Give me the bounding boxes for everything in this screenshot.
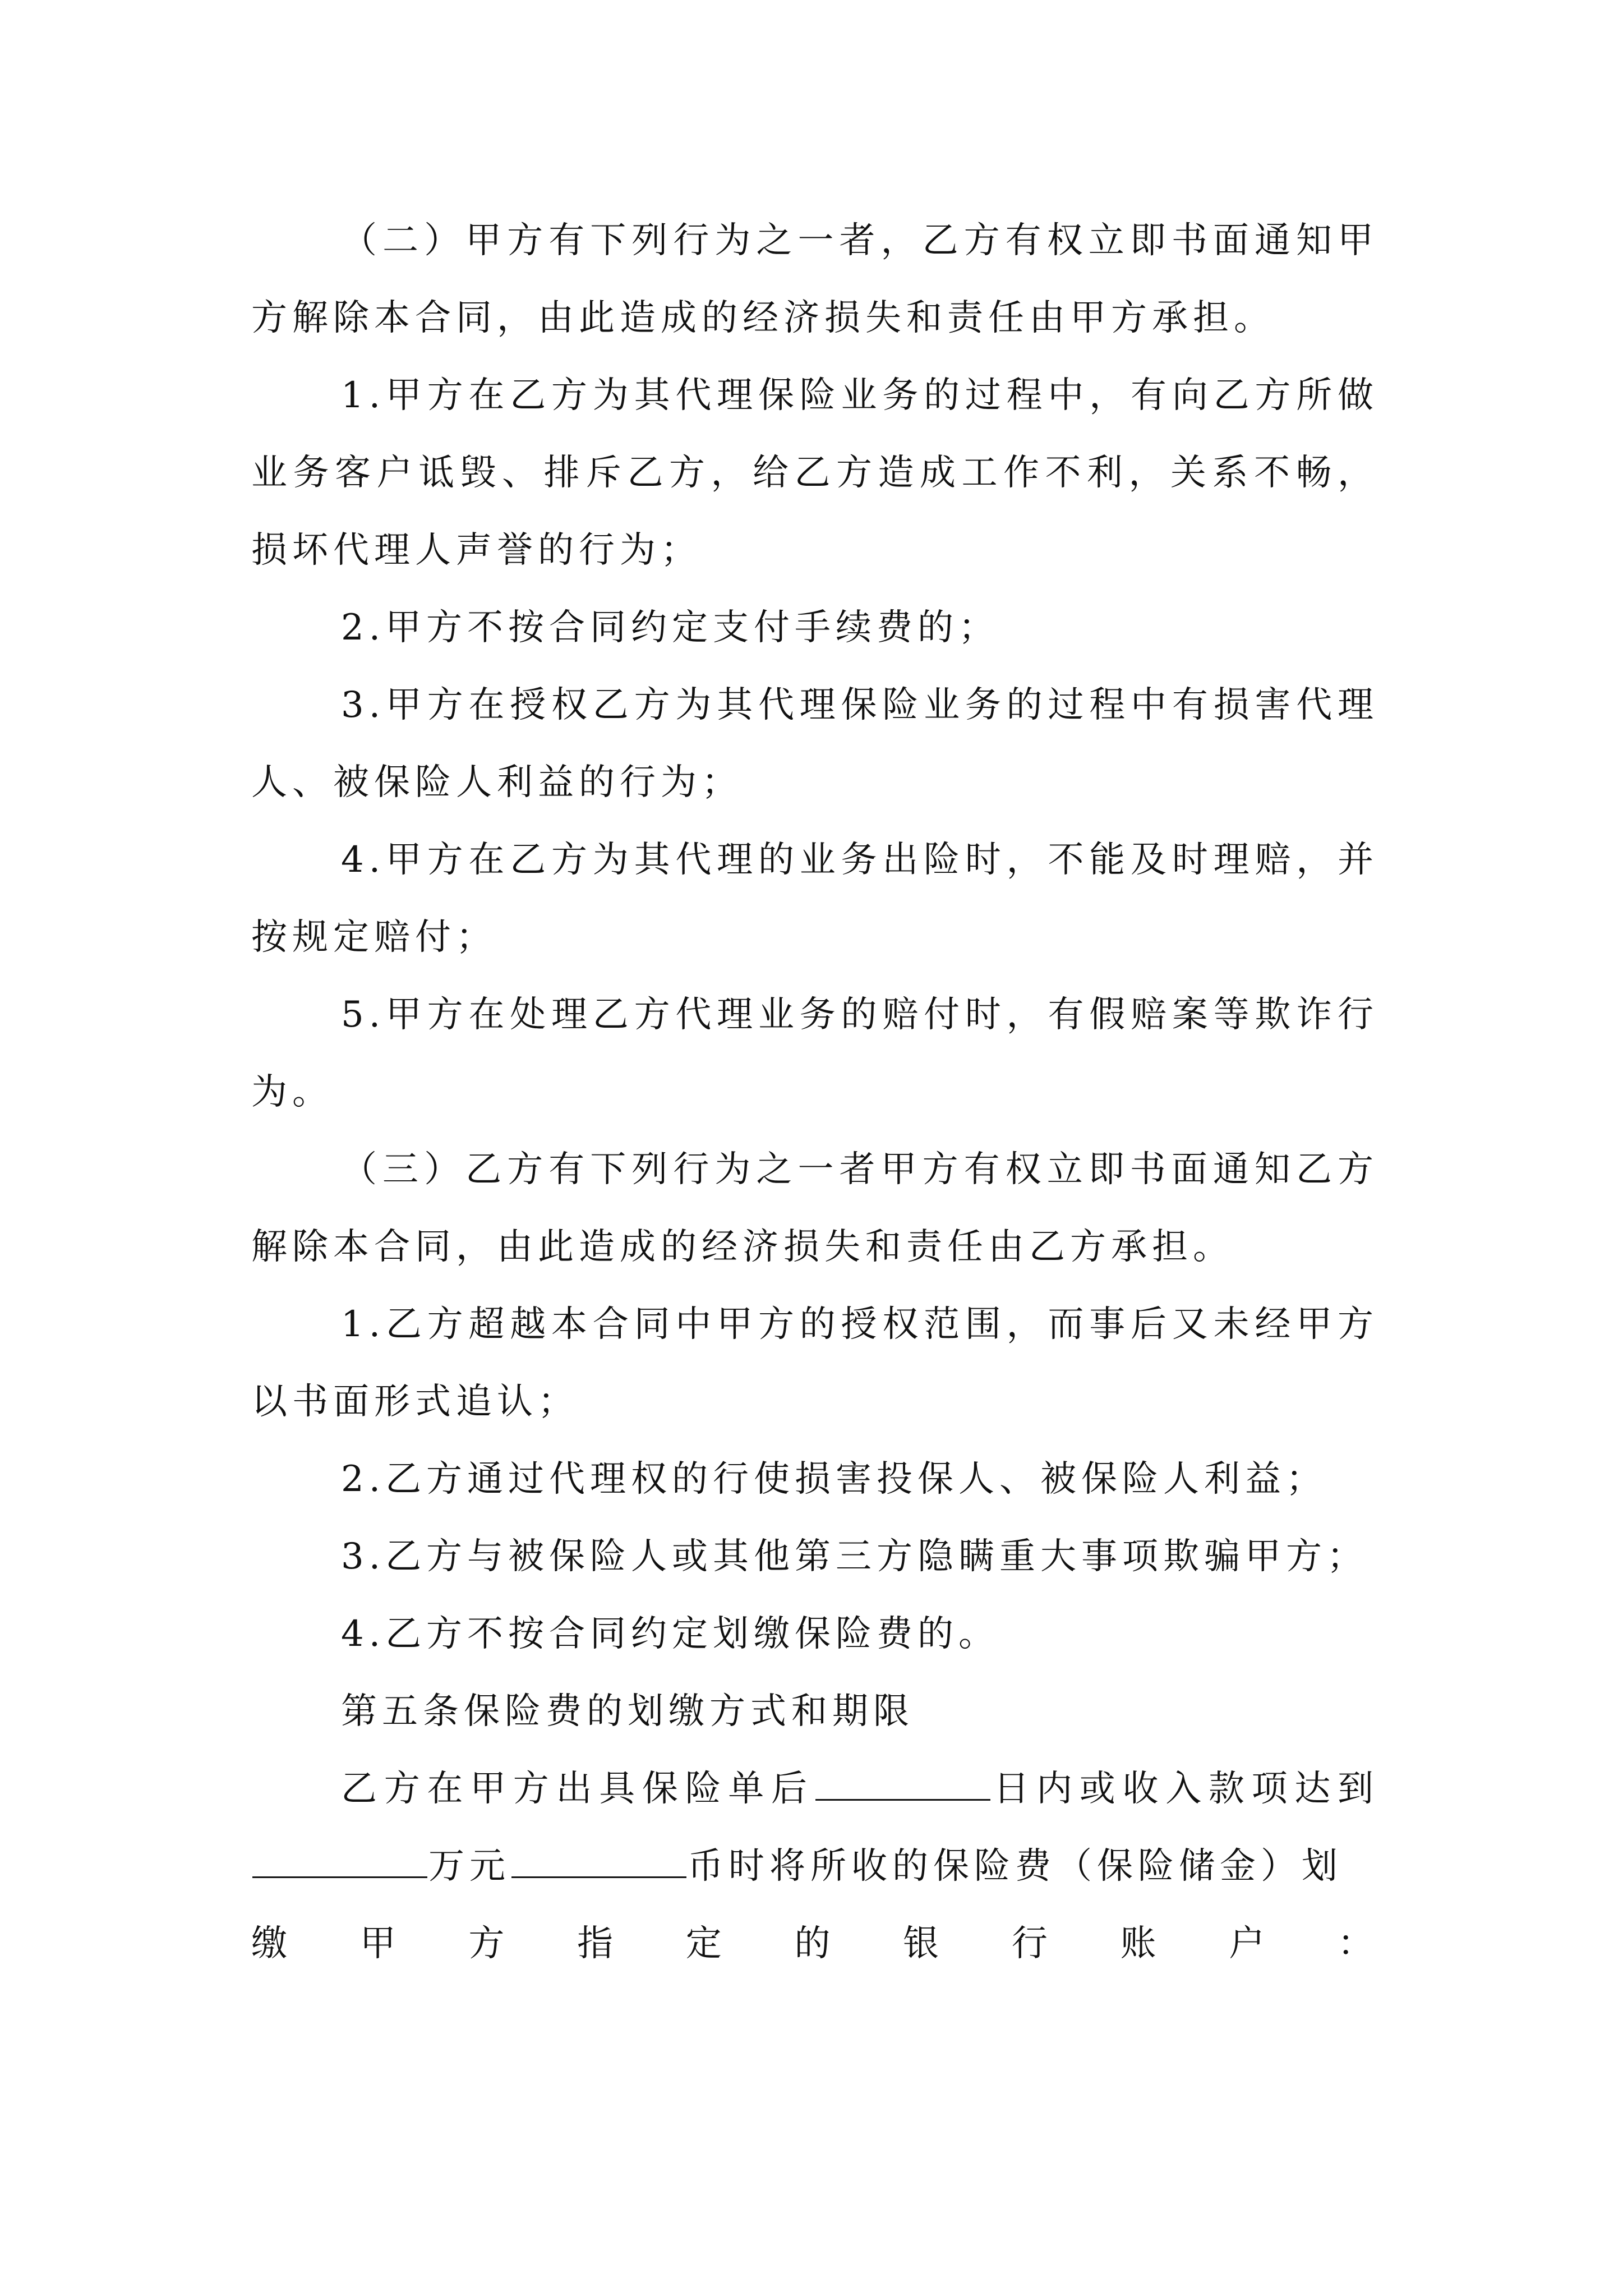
bank-line-char: 的 bbox=[794, 1923, 836, 1964]
clause-2-heading: （二）甲方有下列行为之一者，乙方有权立即书面通知甲方解除本合同，由此造成的经济损失和责任由甲方承担。 bbox=[251, 220, 1378, 339]
clause-2-item-4: 4.甲方在乙方为其代理的业务出险时，不能及时理赔，并按规定赔付； bbox=[251, 839, 1378, 958]
article-5-body bbox=[251, 1750, 1378, 1905]
bank-line-char: 行 bbox=[1011, 1923, 1053, 1964]
amount-blank bbox=[252, 1842, 427, 1878]
clause-2-item-1: 1.甲方在乙方为其代理保险业务的过程中，有向乙方所做业务客户诋毁、排斥乙方，给乙方造成工作不利，关系不畅，损坏代理人声誉的行为； bbox=[251, 375, 1378, 571]
article-5-title: 第五条保险费的划缴方式和期限 bbox=[341, 1691, 914, 1732]
clause-2-item-3: 3.甲方在授权乙方为其代理保险业务的过程中有损害代理人、被保险人利益的行为； bbox=[251, 684, 1378, 803]
bank-account-line bbox=[251, 1905, 1378, 1982]
article-5-text-2: 日内或收入款项达到 bbox=[991, 1768, 1379, 1810]
clause-3-item-4: 4.乙方不按合同约定划缴保险费的。 bbox=[341, 1613, 1000, 1655]
bank-line-char: 甲 bbox=[359, 1923, 401, 1964]
bank-line-char: 方 bbox=[468, 1923, 510, 1964]
clause-2-item-2: 2.甲方不按合同约定支付手续费的； bbox=[341, 607, 1000, 648]
bank-line-char: ： bbox=[1337, 1923, 1378, 1964]
article-5-text-3: 万元 bbox=[428, 1846, 510, 1887]
bank-line-char: 户 bbox=[1229, 1923, 1270, 1964]
clause-3-item-2: 2.乙方通过代理权的行使损害投保人、被保险人利益； bbox=[341, 1458, 1327, 1500]
document-body bbox=[251, 202, 1378, 1982]
bank-line-char: 缴 bbox=[251, 1923, 292, 1964]
clause-3-item-3: 3.乙方与被保险人或其他第三方隐瞒重大事项欺骗甲方； bbox=[341, 1536, 1368, 1577]
bank-line-char: 指 bbox=[577, 1923, 619, 1964]
currency-blank bbox=[511, 1842, 686, 1878]
days-blank bbox=[815, 1764, 990, 1801]
bank-line-char: 定 bbox=[685, 1923, 727, 1964]
clause-3-item-1: 1.乙方超越本合同中甲方的授权范围，而事后又未经甲方以书面形式追认； bbox=[251, 1304, 1378, 1423]
bank-line-char: 账 bbox=[1120, 1923, 1161, 1964]
bank-line-char: 银 bbox=[903, 1923, 944, 1964]
clause-3-heading: （三）乙方有下列行为之一者甲方有权立即书面通知乙方解除本合同，由此造成的经济损失和责任由乙方承担。 bbox=[251, 1149, 1378, 1268]
article-5-text-1: 乙方在甲方出具保险单后 bbox=[341, 1768, 814, 1810]
clause-2-item-5: 5.甲方在处理乙方代理业务的赔付时，有假赔案等欺诈行为。 bbox=[251, 994, 1378, 1113]
article-5-text-4: 币时将所收的保险费（保险储金）划 bbox=[688, 1846, 1343, 1887]
